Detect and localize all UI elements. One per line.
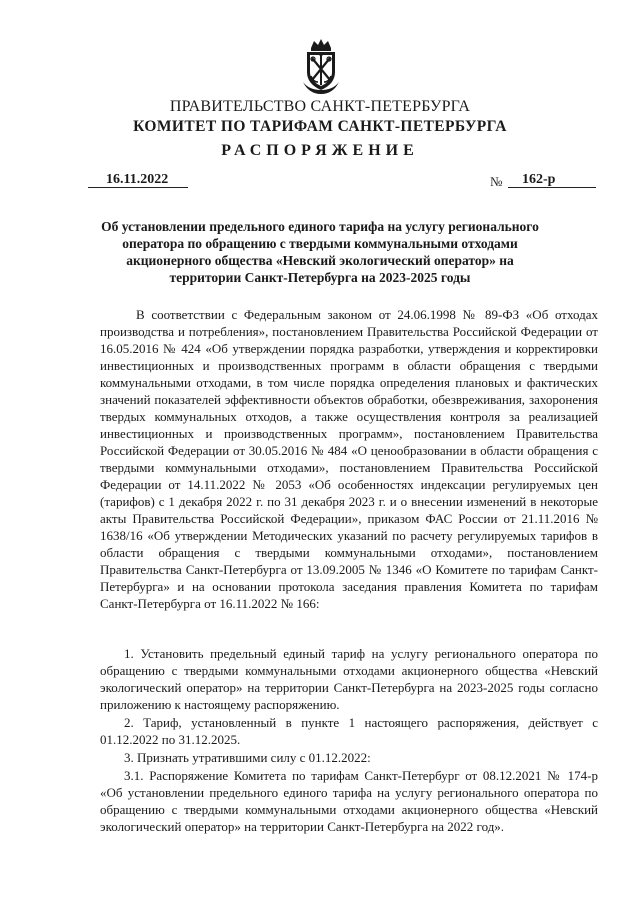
coat-of-arms-emblem (299, 38, 343, 96)
document-date: 16.11.2022 (88, 172, 188, 188)
document-type-heading: РАСПОРЯЖЕНИЕ (221, 142, 419, 159)
resolution-items (100, 645, 598, 835)
item-3: 3. Признать утратившими силу с 01.12.2022: (124, 750, 371, 765)
document-subject: Об установлении предельного единого тарифа на услугу регионального оператора по обращению с твердыми коммунальными отходами акционерного общества «Невский экологический оператор» на территории Санкт-Петербурга на 2023-2025 годы (101, 219, 539, 285)
item-2: 2. Тариф, установленный в пункте 1 настоящего распоряжения, действует с 01.12.2022 по 31.12.2025. (100, 715, 598, 747)
government-heading: ПРАВИТЕЛЬСТВО САНКТ-ПЕТЕРБУРГА (169, 98, 471, 115)
document-number: 162-р (508, 172, 596, 188)
preamble-paragraph: В соответствии с Федеральным законом от 24.06.1998 № 89-ФЗ «Об отходах производства и потребления», постановлением Правительства Российской Федерации от 16.05.2016 № 424 «Об утверждении порядка разработки, утверждения и корректировки инвестиционных и производственных программ в области обращения с твердыми коммунальными отходами, в том числе порядка определения плановых и фактических значений показателей эффективности объектов обработки, обезвреживания, захоронения твердых коммунальных отходов, а также осуществления контроля за реализацией инвестиционных и производственных программ», постановлением Правительства Российской Федерации от 30.05.2016 № 484 «О ценообразовании в области обращения с твердыми коммунальными отходами», постановлением Правительства Российской Федерации от 14.11.2022 № 2053 «Об особенностях индексации регулируемых цен (тарифов) с 1 декабря 2022 г. по 31 декабря 2023 г. и о внесении изменений в некоторые акты Правительства Российской Федерации», приказом ФАС России от 21.11.2016 № 1638/16 «Об утверждении Методических указаний по расчету регулируемых тарифов в области обращения с твердыми коммунальными отходами», постановлением Правительства Санкт-Петербурга от 13.09.2005 № 1346 «О Комитете по тарифам Санкт-Петербурга» и на основании протокола заседания правления Комитета по тарифам Санкт-Петербурга от 16.11.2022 № 166: (100, 307, 598, 611)
item-3-1: 3.1. Распоряжение Комитета по тарифам Санкт-Петербург от 08.12.2021 № 174-р «Об установлении предельного единого тарифа на услугу регионального оператора по обращению с твердыми коммунальными отходами акционерного общества «Невский экологический оператор» на территории Санкт-Петербурга на 2022 год». (100, 768, 598, 834)
number-label: № (490, 174, 503, 189)
committee-heading: КОМИТЕТ ПО ТАРИФАМ САНКТ-ПЕТЕРБУРГА (133, 118, 507, 135)
item-1: 1. Установить предельный единый тариф на услугу регионального оператора по обращению с твердыми коммунальными отходами акционерного общества «Невский экологический оператор» на территории Санкт-Петербурга на 2023-2025 годы согласно приложению к настоящему распоряжению. (100, 646, 598, 712)
